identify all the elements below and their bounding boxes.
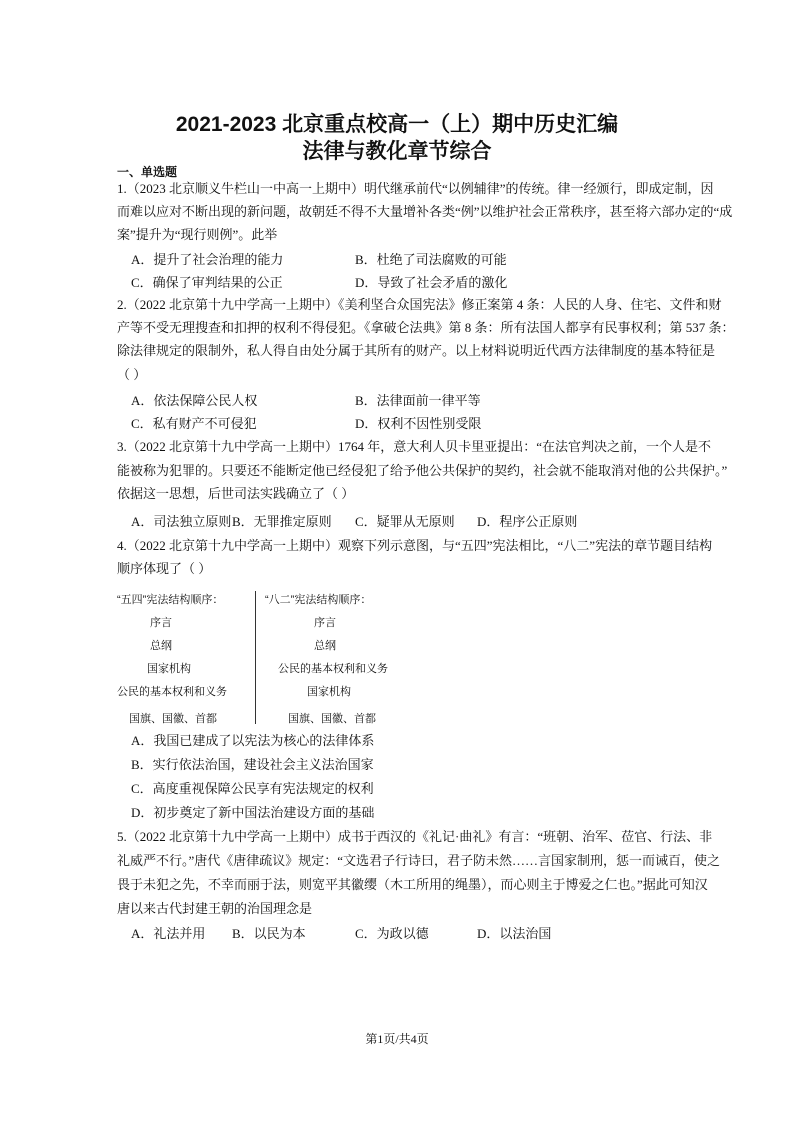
question-1-option-b: B．杜绝了司法腐败的可能	[355, 252, 507, 267]
question-1-line-3: 案”提升为“现行则例”。此举	[117, 227, 278, 242]
diagram-right-item: 序言	[314, 617, 336, 629]
question-4-option-c: C．高度重视保障公民享有宪法规定的权利	[131, 781, 374, 796]
question-5-line-1: 5.（2022 北京第十九中学高一上期中）成书于西汉的《礼记·曲礼》有言：“班朝、治军、莅官、行法、非	[117, 829, 713, 844]
question-4-option-a: A．我国已建成了以宪法为核心的法律体系	[131, 733, 375, 748]
question-1-line-1: 1.（2023 北京顺义牛栏山一中高一上期中）明代继承前代“以例辅律”的传统。律一经颁行，即成定制，因	[117, 181, 714, 196]
question-5-option-b: B．以民为本	[232, 926, 306, 941]
diagram-right-item: 公民的基本权利和义务	[278, 663, 388, 675]
question-5-line-3: 畏于未犯之先，不幸而丽于法，则宽平其徽缨（木工所用的绳墨），而心则主于博爱之仁也。”据此可知汉	[117, 877, 708, 892]
question-3-option-d: D．程序公正原则	[477, 514, 578, 529]
diagram-left-item: 国旗、国徽、首都	[129, 713, 217, 725]
diagram-right-item: 总纲	[314, 640, 336, 652]
question-4-option-d: D．初步奠定了新中国法治建设方面的基础	[131, 805, 375, 820]
diagram-left-item: 总纲	[150, 640, 172, 652]
diagram-left-title: “五四”宪法结构顺序：	[117, 594, 224, 606]
diagram-right-title: “八二”宪法结构顺序：	[265, 594, 372, 606]
document-title-line1: 2021-2023 北京重点校高一（上）期中历史汇编	[175, 113, 619, 136]
question-2-line-3: 除法律规定的限制外，私人得自由处分属于其所有的财产。以上材料说明近代西方法律制度的基本特征是	[117, 343, 716, 358]
diagram-left-item: 序言	[150, 617, 172, 629]
question-4-option-b: B．实行依法治国，建设社会主义法治国家	[131, 757, 374, 772]
question-3-option-a: A．司法独立原则	[131, 514, 232, 529]
question-3-option-c: C．疑罪从无原则	[355, 514, 455, 529]
question-4-line-1: 4.（2022 北京第十九中学高一上期中）观察下列示意图，与“五四”宪法相比，“八二”宪法的章节题目结构	[117, 538, 713, 553]
question-2-option-a: A．依法保障公民人权	[131, 393, 258, 408]
question-2-line-1: 2.（2022 北京第十九中学高一上期中）《美利坚合众国宪法》修正案第 4 条：人民的人身、住宅、文件和财	[117, 297, 722, 312]
question-5-option-d: D．以法治国	[477, 926, 552, 941]
question-2-option-c: C．私有财产不可侵犯	[131, 416, 257, 431]
question-4-line-2: 顺序体现了（ ）	[117, 561, 212, 576]
question-2-line-4: （ ）	[117, 367, 147, 382]
question-3-line-3: 依据这一思想，后世司法实践确立了（ ）	[117, 486, 355, 501]
question-2-line-2: 产等不受无理搜查和扣押的权利不得侵犯。《拿破仑法典》第 8 条：所有法国人都享有民事权利；第 537 条：	[117, 320, 735, 335]
question-3-line-2: 能被称为犯罪的。只要还不能断定他已经侵犯了给予他公共保护的契约，社会就不能取消对他的公共保护。”	[117, 463, 728, 478]
diagram-divider	[255, 591, 256, 724]
question-1-option-d: D．导致了社会矛盾的激化	[355, 275, 508, 290]
question-1-option-c: C．确保了审判结果的公正	[131, 275, 283, 290]
question-5-option-c: C．为政以德	[355, 926, 429, 941]
question-5-line-2: 礼威严不行。”唐代《唐律疏议》规定：“文选君子行诗曰，君子防未然……言国家制刑，惩一而诫百，使之	[117, 853, 721, 868]
question-1-option-a: A．提升了社会治理的能力	[131, 252, 284, 267]
diagram-left-item: 公民的基本权利和义务	[117, 686, 227, 698]
question-5-line-4: 唐以来古代封建王朝的治国理念是	[117, 901, 313, 916]
section-heading: 一、单选题	[117, 165, 178, 179]
diagram-right-item: 国旗、国徽、首都	[288, 713, 376, 725]
question-1-line-2: 而难以应对不断出现的新问题，故朝廷不得不大量增补各类“例”以维护社会正常秩序，甚至将六部办定的“成	[117, 204, 733, 219]
document-title-line2: 法律与教化章节综合	[302, 140, 492, 163]
question-3-option-b: B．无罪推定原则	[232, 514, 332, 529]
question-3-line-1: 3.（2022 北京第十九中学高一上期中）1764 年，意大利人贝卡里亚提出：“在法官判决之前，一个人是不	[117, 439, 712, 454]
diagram-right-item: 国家机构	[307, 686, 351, 698]
diagram-left-item: 国家机构	[147, 663, 191, 675]
question-2-option-d: D．权利不因性别受限	[355, 416, 482, 431]
question-5-option-a: A．礼法并用	[131, 926, 206, 941]
question-2-option-b: B．法律面前一律平等	[355, 393, 481, 408]
page-number: 第1页/共4页	[365, 1032, 429, 1046]
